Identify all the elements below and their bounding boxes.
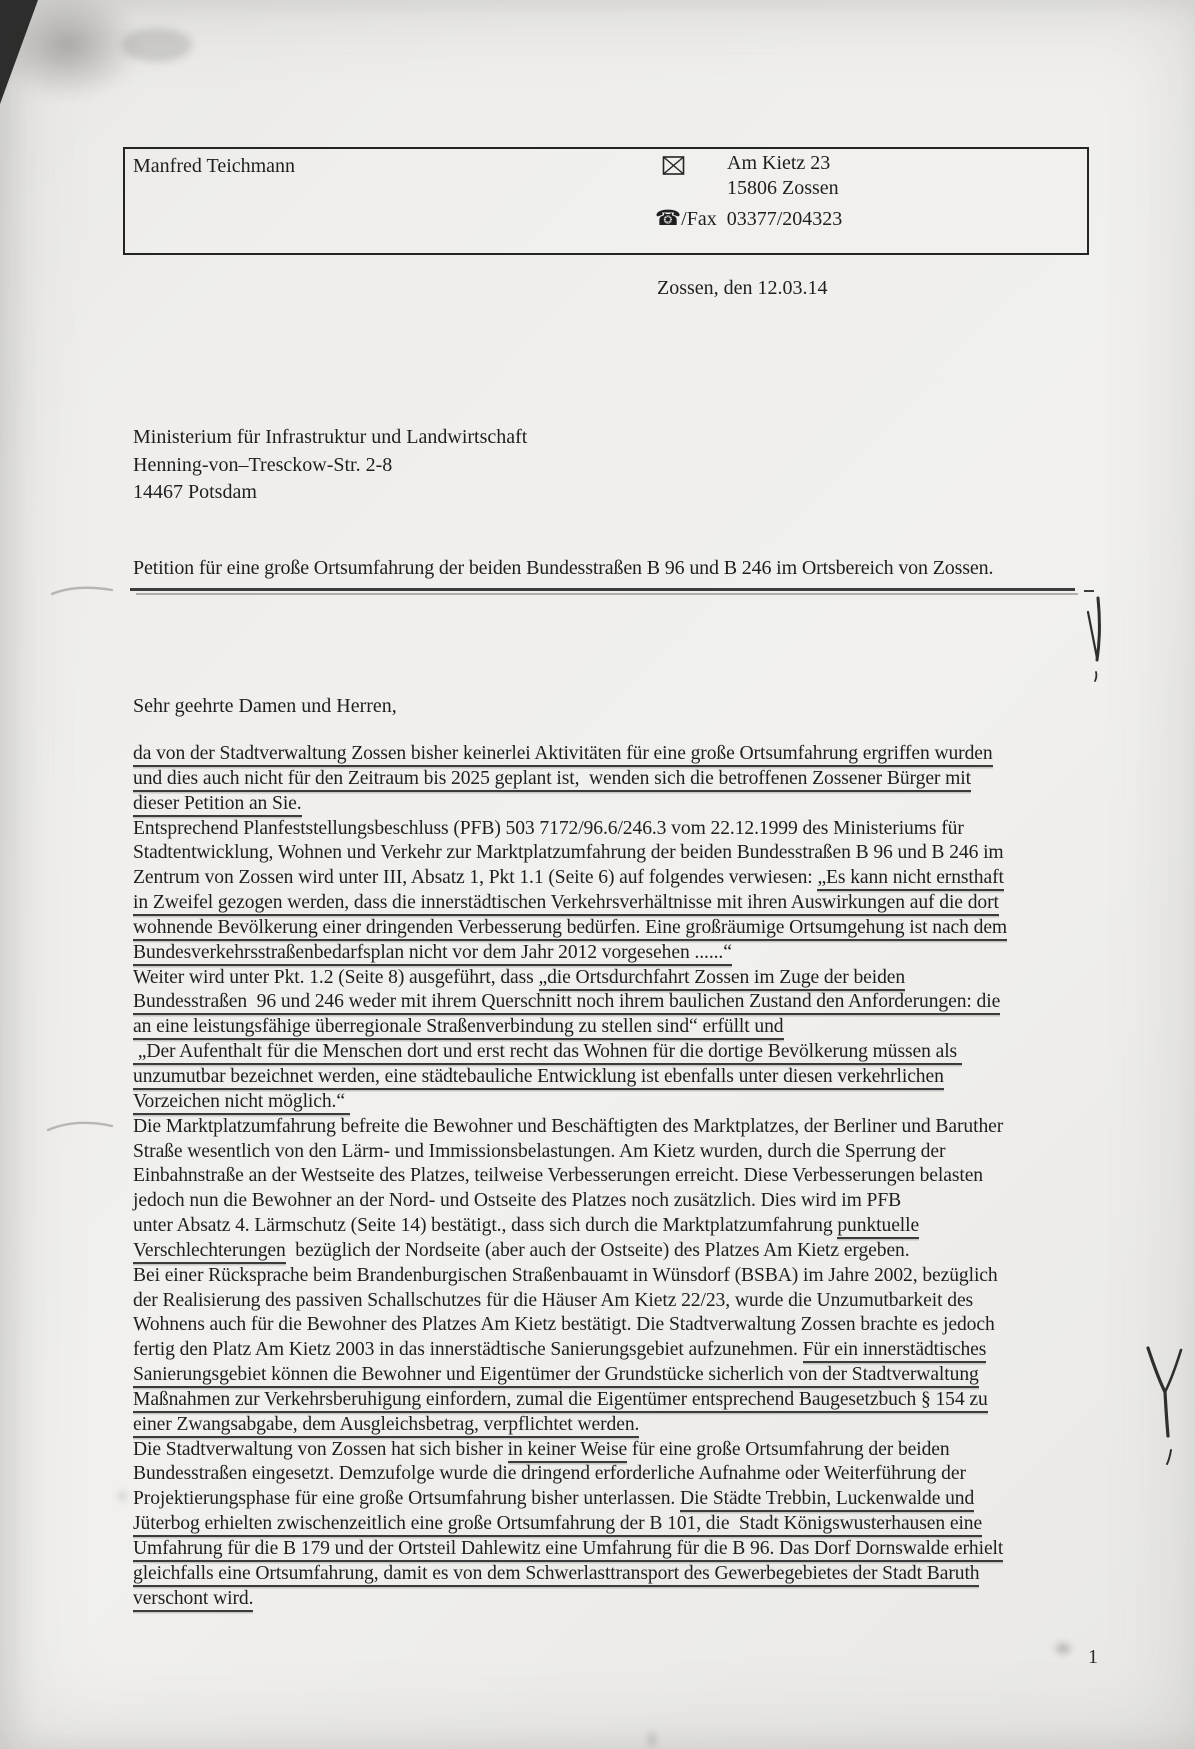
plain-text: der Realisierung des passiven Schallschutzes für die Häuser Am Kietz 22/23, wurde die Unzumutbarkeit des [133, 1289, 974, 1311]
body-line [133, 866, 1093, 891]
sender-address-line1: Am Kietz 23 [727, 152, 831, 174]
plain-text: Straße wesentlich von den Lärm- und Immissionsbelastungen. Am Kietz wurden, durch die Sperrung der [133, 1140, 946, 1162]
sender-address-line2: 15806 Zossen [727, 177, 839, 199]
envelope-icon [662, 155, 685, 182]
body-line [133, 1562, 1093, 1587]
phone-label: /Fax [681, 208, 717, 230]
plain-text: Wohnens auch für die Bewohner des Platzes Am Kietz bestätigt. Die Stadtverwaltung Zossen brachte es jedoch [133, 1314, 995, 1336]
salutation: Sehr geehrte Damen und Herren, [133, 695, 397, 717]
phone-gap [717, 208, 727, 230]
body-line [133, 1065, 1093, 1090]
handwritten-check-arrow-icon [1082, 592, 1122, 687]
body-line [133, 1587, 1093, 1612]
body-line [133, 1537, 1093, 1562]
underlined-text: in Zweifel gezogen werden, dass die innerstädtischen Verkehrsverhältnisse mit ihren Auswirkungen auf die dort [133, 892, 999, 916]
plain-text: bezüglich der Nordseite (aber auch der Ostseite) des Platzes Am Kietz ergeben. [285, 1239, 910, 1261]
underlined-text: „Es kann nicht ernsthaft [817, 867, 1003, 891]
body-line [133, 1289, 1093, 1314]
underlined-text: verschont wird. [133, 1588, 253, 1612]
plain-text: unter Absatz 4. Lärmschutz (Seite 14) bestätigt., dass sich durch die Marktplatzumfahrung [133, 1215, 838, 1237]
recipient-line: Henning-von–Tresckow-Str. 2-8 [133, 453, 393, 476]
body-line [133, 1040, 1093, 1065]
underlined-text: wohnende Bevölkerung einer dringenden Verbesserung bedürfen. Eine großräumige Ortsumgehung ist nach dem [133, 917, 1007, 941]
underlined-text: einer Zwangsabgabe, dem Ausgleichsbetrag, verpflichtet werden. [133, 1414, 639, 1438]
underlined-text: und dies auch nicht für den Zeitraum bis 2025 geplant ist, wenden sich die betroffenen Zossener Bürger mit [133, 768, 971, 792]
sender-phone-row [655, 206, 842, 232]
underlined-text: an eine leistungsfähige überregionale Straßenverbindung zu stellen sind“ erfüllt und [133, 1016, 784, 1040]
body-line [133, 990, 1093, 1015]
underlined-text: da von der Stadtverwaltung Zossen bisher keinerlei Aktivitäten für eine große Ortsumfahrung ergriffen wurden [133, 743, 993, 767]
plain-text: Weiter wird unter Pkt. 1.2 (Seite 8) ausgeführt, dass [133, 966, 539, 988]
pencil-swoosh-middle [44, 1110, 118, 1140]
underlined-text: Jüterbog erhielten zwischenzeitlich eine große Ortsumfahrung der B 101, die Stadt Königswusterhausen eine [133, 1513, 982, 1537]
body-line [133, 966, 1093, 991]
underlined-text: unzumutbar bezeichnet werden, eine städtebauliche Entwicklung ist ebenfalls unter diesen verkehrlichen [133, 1066, 944, 1090]
sender-header-box [123, 147, 1089, 255]
sender-name: Manfred Teichmann [133, 155, 296, 177]
underlined-text: Sanierungsgebiet können die Bewohner und Eigentümer der Grundstücke sicherlich von der Stadtverwaltung [133, 1364, 979, 1388]
pencil-swoosh-top [48, 578, 118, 604]
plain-text: Die Stadtverwaltung von Zossen hat sich bisher [133, 1438, 508, 1460]
body-line [133, 1338, 1093, 1363]
body-line [133, 1115, 1093, 1140]
scan-speck [1056, 1644, 1070, 1653]
body-line [133, 1363, 1093, 1388]
body-line [133, 1090, 1093, 1115]
body-line [133, 1413, 1093, 1438]
underlined-text: Für ein innerstädtisches [803, 1339, 987, 1363]
phone-number: 03377/204323 [726, 208, 843, 230]
body-line [133, 1140, 1093, 1165]
recipient-line: Ministerium für Infrastruktur und Landwirtschaft [133, 426, 528, 448]
body-line [133, 792, 1093, 817]
stray-ink-dot [120, 1492, 125, 1500]
underlined-text: Vorzeichen nicht möglich.“ [133, 1091, 350, 1115]
underlined-text: Die Städte Trebbin, Luckenwalde und [680, 1488, 974, 1512]
underlined-text: in keiner Weise [508, 1439, 628, 1463]
plain-text: fertig den Platz Am Kietz 2003 in das innerstädtische Sanierungsgebiet aufzunehmen. [133, 1339, 803, 1361]
scan-smudge [122, 28, 192, 62]
underlined-text: gleichfalls eine Ortsumfahrung, damit es von dem Schwerlasttransport des Gewerbegebietes der Stadt Baruth [133, 1563, 979, 1587]
body-line [133, 742, 1093, 767]
body-line [133, 1264, 1093, 1289]
plain-text: Zentrum von Zossen wird unter III, Absatz 1, Pkt 1.1 (Seite 6) auf folgendes verwiesen: [133, 867, 818, 889]
plain-text: Projektierungsphase für eine große Ortsumfahrung bisher unterlassen. [133, 1488, 681, 1510]
underlined-text: Bundesstraßen 96 und 246 weder mit ihrem Querschnitt noch ihrem baulichen Zustand den Anforderungen: die [133, 991, 1000, 1015]
page-number: 1 [1088, 1646, 1098, 1668]
body-line [133, 1462, 1093, 1487]
plain-text: für eine große Ortsumfahrung der beiden [627, 1438, 950, 1460]
body-line [133, 767, 1093, 792]
body-line [133, 1189, 1093, 1214]
plain-text: Entsprechend Planfeststellungsbeschluss (PFB) 503 7172/96.6/246.3 vom 22.12.1999 des Ministeriums für [133, 817, 964, 839]
underlined-text: „die Ortsdurchfahrt Zossen im Zuge der beiden [539, 967, 906, 991]
letter-body [133, 742, 1093, 1612]
underlined-text: Bundesverkehrsstraßenbedarfsplan nicht vor dem Jahr 2012 vorgesehen ......“ [133, 942, 732, 966]
plain-text: Stadtentwicklung, Wohnen und Verkehr zur Marktplatzumfahrung der beiden Bundesstraßen B 96 und B 246 im [133, 842, 1004, 864]
plain-text: jedoch nun die Bewohner an der Nord- und Ostseite des Platzes noch zusätzlich. Dies wird im PFB [133, 1190, 902, 1212]
body-line [133, 1313, 1093, 1338]
underlined-text: „Der Aufenthalt für die Menschen dort und erst recht das Wohnen für die dortige Bevölkerung müssen als [133, 1041, 962, 1065]
body-line [133, 891, 1093, 916]
body-line [133, 841, 1093, 866]
plain-text: Bei einer Rücksprache beim Brandenburgischen Straßenbauamt in Wünsdorf (BSBA) im Jahre 2002, bezüglich [133, 1264, 998, 1286]
handwritten-y-mark-icon [1138, 1340, 1193, 1470]
body-line [133, 1015, 1093, 1040]
body-line [133, 1388, 1093, 1413]
underlined-text: dieser Petition an Sie. [133, 793, 302, 817]
telephone-icon: ☎ [655, 206, 682, 230]
body-line [133, 941, 1093, 966]
plain-text: Die Marktplatzumfahrung befreite die Bewohner und Beschäftigten des Marktplatzes, der Berliner und Baruther [133, 1115, 1004, 1137]
underlined-text: Maßnahmen zur Verkehrsberuhigung einfordern, zumal die Eigentümer entsprechend Baugesetzbuch § 154 zu [133, 1389, 988, 1413]
body-line [133, 1214, 1093, 1239]
body-line [133, 1239, 1093, 1264]
body-line [133, 1164, 1093, 1189]
subject-underline [130, 588, 1075, 591]
recipient-address [133, 424, 527, 507]
plain-text: Bundesstraßen eingesetzt. Demzufolge wurde die dringend erforderliche Aufnahme oder Weiterführung der [133, 1463, 966, 1485]
subject-underline-shadow [136, 593, 1078, 595]
body-line [133, 1487, 1093, 1512]
date-line: Zossen, den 12.03.14 [657, 277, 828, 299]
underlined-text: Umfahrung für die B 179 und der Ortsteil Dahlewitz eine Umfahrung für die B 96. Das Dorf Dornswalde erhielt [133, 1538, 1003, 1562]
body-line [133, 916, 1093, 941]
underlined-text: Verschlechterungen [133, 1240, 286, 1264]
body-line [133, 817, 1093, 842]
scan-bottom-mark [650, 1732, 654, 1747]
body-line [133, 1438, 1093, 1463]
recipient-line: 14467 Potsdam [133, 481, 257, 503]
underlined-text: punktuelle [837, 1215, 919, 1239]
body-line [133, 1512, 1093, 1537]
scan-corner-wedge [0, 0, 38, 104]
plain-text: Einbahnstraße an der Westseite des Platzes, teilweise Verbesserungen erreicht. Diese Verbesserungen belasten [133, 1165, 983, 1187]
subject-line: Petition für eine große Ortsumfahrung der beiden Bundesstraßen B 96 und B 246 im Ortsbereich von Zossen. [133, 557, 994, 579]
